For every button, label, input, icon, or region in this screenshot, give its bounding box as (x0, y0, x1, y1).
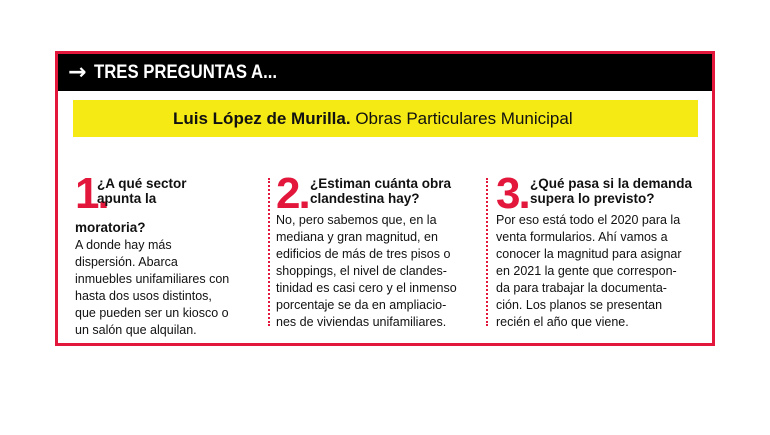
answer-line: ción. Los planos se presentan (496, 298, 663, 312)
answer-text (276, 212, 476, 331)
answer-line: nes de viviendas unifamiliares. (276, 315, 447, 329)
column-divider (486, 178, 488, 326)
question-number: 3. (496, 169, 529, 218)
section-header (58, 54, 712, 91)
question-line: ¿A qué sector (97, 176, 187, 191)
answer-text (75, 237, 267, 339)
question-number: 1. (75, 169, 108, 218)
answer-line: Por eso está todo el 2020 para la (496, 213, 681, 227)
answer-line: en 2021 la gente que correspon- (496, 264, 677, 278)
question-line: ¿Qué pasa si la demanda (530, 176, 693, 191)
answer-line: un salón que alquilan. (75, 323, 197, 337)
arrow-right-icon: → (68, 59, 87, 85)
question-line: apunta la (97, 191, 157, 206)
answer-line: hasta dos usos distintos, (75, 289, 212, 303)
answer-line: recién el año que viene. (496, 315, 629, 329)
question-line: ¿Estiman cuánta obra (310, 176, 452, 191)
question-number: 2. (276, 169, 309, 218)
answer-line: conocer la magnitud para asignar (496, 247, 682, 261)
question-line: supera lo previsto? (530, 191, 655, 206)
answer-line: da para trabajar la documenta- (496, 281, 667, 295)
answer-line: A donde hay más (75, 238, 172, 252)
answer-line: inmuebles unifamiliares con (75, 272, 230, 286)
answer-line: No, pero sabemos que, en la (276, 213, 437, 227)
section-title: TRES PREGUNTAS A... (94, 61, 278, 83)
question-block-3 (496, 169, 701, 331)
interviewee-name: Luis López de Murilla. (173, 108, 351, 128)
answer-line: dispersión. Abarca (75, 255, 178, 269)
answer-line: porcentaje se da en ampliacio- (276, 298, 447, 312)
answer-text (496, 212, 701, 331)
interview-box (55, 51, 715, 346)
interviewee-role: Obras Particulares Municipal (355, 108, 573, 128)
question-block-1 (75, 169, 267, 339)
answer-line: mediana y gran magnitud, en (276, 230, 438, 244)
answer-line: shoppings, el nivel de clandes- (276, 264, 447, 278)
question-text (310, 176, 451, 206)
question-line: clandestina hay? (310, 191, 420, 206)
answer-line: venta formularios. Ahí vamos a (496, 230, 668, 244)
question-text (530, 176, 692, 206)
question-text (97, 176, 187, 206)
question-block-2 (276, 169, 476, 331)
interviewee (173, 109, 573, 129)
column-divider (268, 178, 270, 326)
answer-line: que pueden ser un kiosco o (75, 306, 229, 320)
interviewee-banner (73, 100, 698, 137)
question-text-tail: moratoria? (75, 220, 146, 235)
answer-line: edificios de más de tres pisos o (276, 247, 451, 261)
answer-line: tinidad es casi cero y el inmenso (276, 281, 457, 295)
